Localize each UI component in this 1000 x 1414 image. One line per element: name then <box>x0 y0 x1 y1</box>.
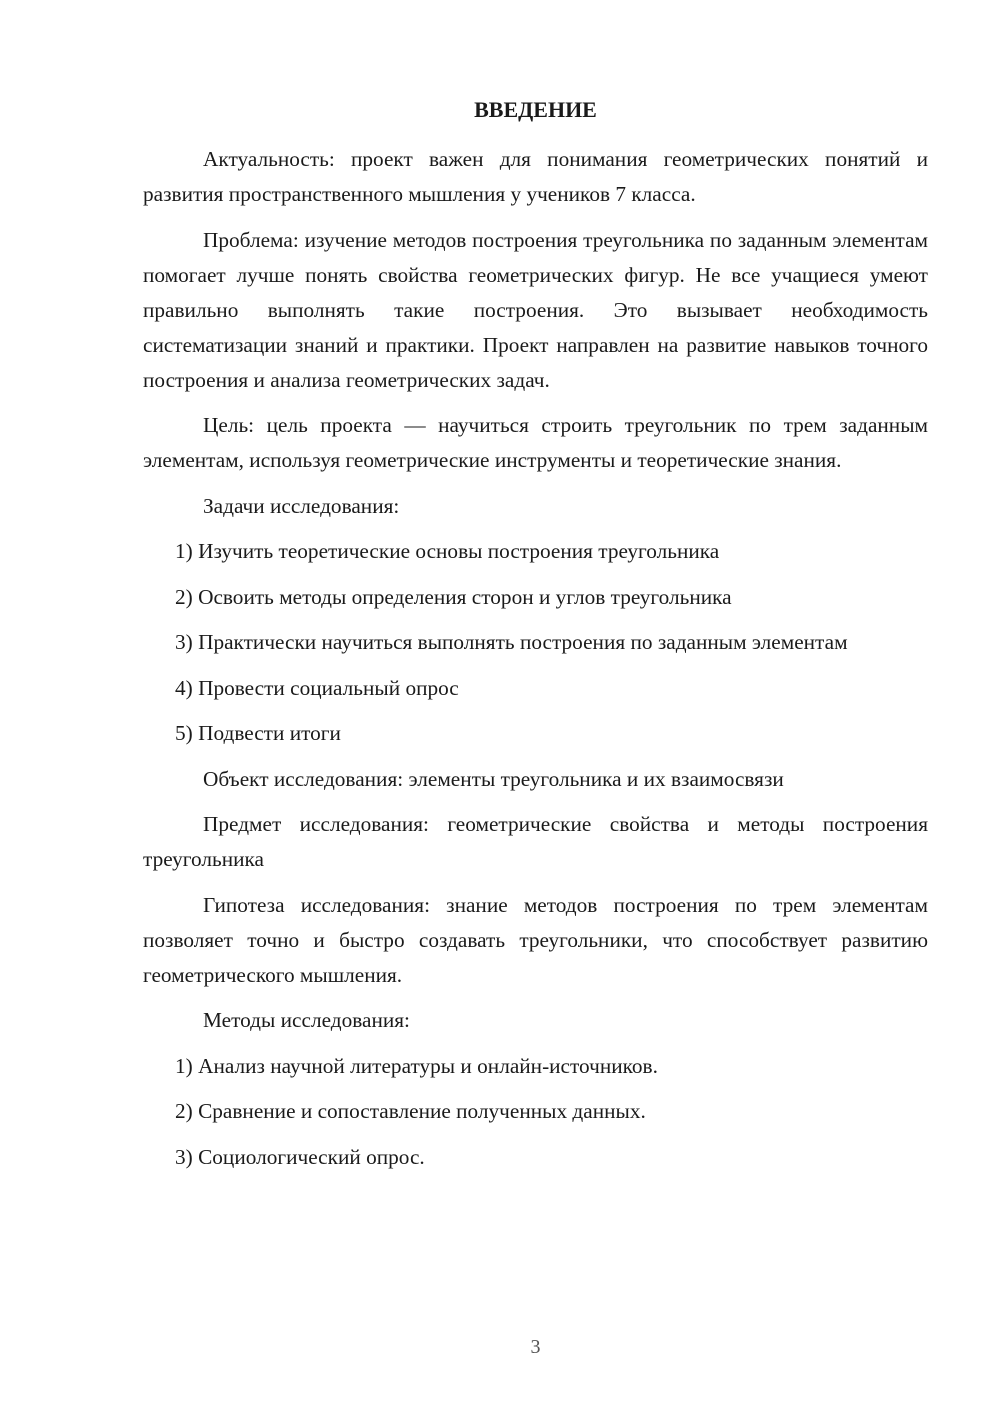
method-item: 2) Сравнение и сопоставление полученных данных. <box>175 1099 646 1123</box>
task-item: 1) Изучить теоретические основы построения треугольника <box>175 539 720 563</box>
page-title: ВВЕДЕНИЕ <box>474 97 597 122</box>
goal-paragraph: Цель: цель проекта — научиться строить треугольник по трем заданным элементам, используя геометрические инструменты и теоретические знания. <box>143 413 928 472</box>
task-item: 4) Провести социальный опрос <box>175 675 459 700</box>
task-item: 2) Освоить методы определения сторон и углов треугольника <box>175 584 732 609</box>
methods-heading: Методы исследования: <box>203 1008 410 1032</box>
page-number: 3 <box>530 1336 541 1358</box>
task-item: 5) Подвести итоги <box>175 721 341 745</box>
relevance-paragraph: Актуальность: проект важен для понимания геометрических понятий и развития пространственного мышления у учеников 7 класса. <box>143 147 928 206</box>
problem-paragraph: Проблема: изучение методов построения треугольника по заданным элементам помогает лучше понять свойства геометрических фигур. Не все учащиеся умеют правильно выполнять такие построения. Это вызывает необходимость систематизации знаний и практики. Проект направлен на развитие навыков точного построения и анализа геометрических задач. <box>143 227 928 392</box>
document-body <box>143 142 928 1185</box>
method-item: 1) Анализ научной литературы и онлайн-источников. <box>175 1053 658 1078</box>
hypothesis-paragraph: Гипотеза исследования: знание методов построения по трем элементам позволяет точно и быстро создавать треугольники, что способствует развитию геометрического мышления. <box>143 892 928 987</box>
task-item: 3) Практически научиться выполнять построения по заданным элементам <box>175 630 848 654</box>
document-page <box>143 0 928 1414</box>
tasks-heading: Задачи исследования: <box>203 493 400 518</box>
method-item: 3) Социологический опрос. <box>175 1144 425 1169</box>
object-paragraph: Объект исследования: элементы треугольника и их взаимосвязи <box>203 766 784 791</box>
subject-paragraph: Предмет исследования: геометрические свойства и методы построения треугольника <box>143 812 928 871</box>
